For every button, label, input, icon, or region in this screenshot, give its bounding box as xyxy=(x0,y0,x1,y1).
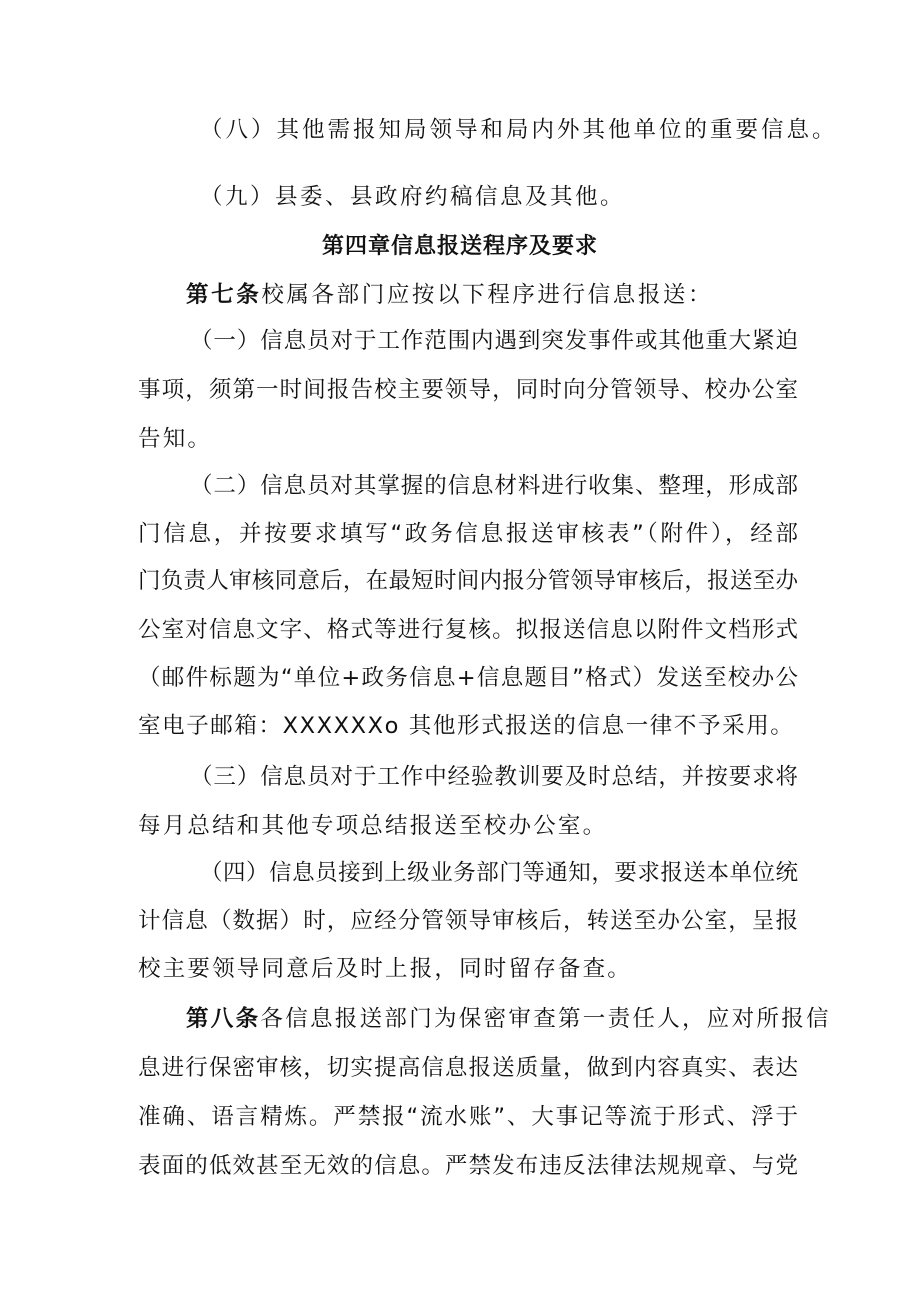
chapter-4-title: 第四章信息报送程序及要求 xyxy=(321,234,598,259)
para-1-line-3: 告知。 xyxy=(138,426,213,452)
article-7-text: 校属各部门应按以下程序进行信息报送： xyxy=(261,282,714,308)
para-1-line-1: （一）信息员对于工作范围内遇到突发事件或其他重大紧迫 xyxy=(190,328,798,354)
article-8-label: 第八条 xyxy=(186,1006,261,1032)
article-7-label: 第七条 xyxy=(186,282,262,308)
para-4-line-1: （四）信息员接到上级业务部门等通知，要求报送本单位统 xyxy=(200,860,798,886)
article-8 xyxy=(186,1004,831,1034)
para-4-line-3: 校主要领导同意后及时上报，同时留存备查。 xyxy=(138,956,633,982)
item-8: （八）其他需报知局领导和局内外其他单位的重要信息。 xyxy=(200,117,838,143)
para-3-line-2: 每月总结和其他专项总结报送至校办公室。 xyxy=(138,813,608,839)
item-9: （九）县委、县政府约稿信息及其他。 xyxy=(200,184,626,210)
article-8-line-3: 准确、语言精炼。严禁报“流水账”、大事记等流于形式、浮于 xyxy=(138,1104,798,1130)
para-2-line-3: 门负责人审核同意后，在最短时间内报分管领导审核后，报送至办 xyxy=(138,568,798,594)
para-3-line-1: （三）信息员对于工作中经验教训要及时总结，并按要求将 xyxy=(190,764,798,790)
para-4-line-2: 计信息（数据）时，应经分管领导审核后，转送至办公室，呈报 xyxy=(138,908,798,934)
article-8-text: 各信息报送部门为保密审查第一责任人，应对所报信 xyxy=(260,1006,831,1032)
para-2-line-2: 门信息，并按要求填写“政务信息报送审核表”（附件），经部 xyxy=(138,521,798,547)
article-7 xyxy=(186,280,746,310)
article-8-line-2: 息进行保密审核，切实提高信息报送质量，做到内容真实、表达 xyxy=(138,1055,798,1081)
article-8-line-4: 表面的低效甚至无效的信息。严禁发布违反法律法规规章、与党 xyxy=(138,1153,798,1179)
para-2-line-6: 室电子邮箱：XXXXXXo 其他形式报送的信息一律不予采用。 xyxy=(138,713,795,739)
para-2-line-5: （邮件标题为“单位+政务信息+信息题目”格式）发送至校办公 xyxy=(138,665,798,691)
para-1-line-2: 事项，须第一时间报告校主要领导，同时向分管领导、校办公室 xyxy=(138,377,798,403)
para-2-line-4: 公室对信息文字、格式等进行复核。拟报送信息以附件文档形式 xyxy=(138,617,798,643)
para-2-line-1: （二）信息员对其掌握的信息材料进行收集、整理，形成部 xyxy=(190,473,798,499)
